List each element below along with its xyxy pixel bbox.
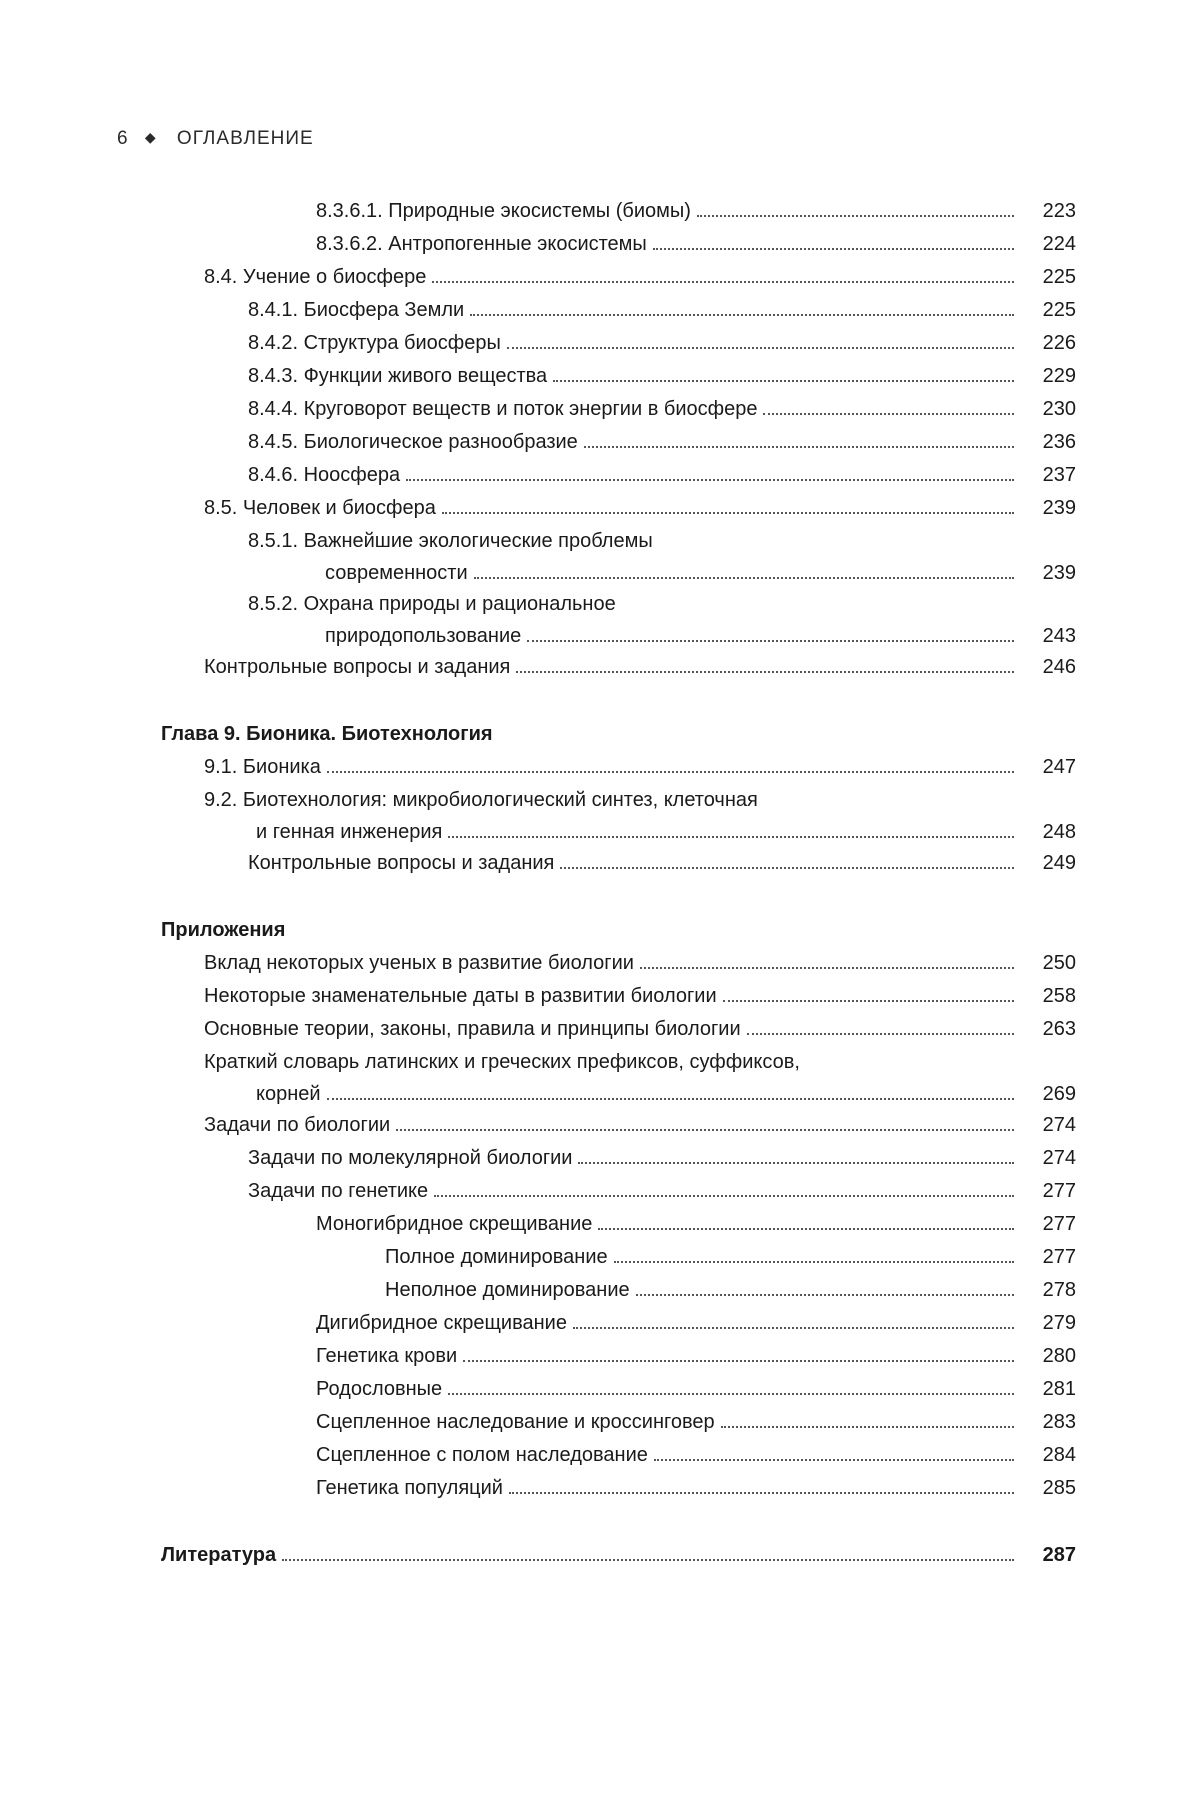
toc-entry-line	[204, 952, 1076, 975]
toc-entry-title: Сцепленное наследование и кроссинговер	[316, 1411, 715, 1433]
dot-leader	[396, 1129, 1014, 1131]
toc-entry-line	[248, 1147, 1076, 1170]
toc-entry-title: 8.5. Человек и биосфера	[204, 497, 436, 519]
table-of-contents	[0, 196, 1200, 1573]
toc-entry-line	[204, 1114, 1076, 1137]
toc-entry-title: 8.4.3. Функции живого вещества	[248, 365, 548, 387]
toc-entry-line2	[256, 1083, 1076, 1106]
toc-page-number: 230	[1042, 398, 1076, 420]
toc-entry[interactable]	[0, 785, 1200, 848]
toc-entry[interactable]	[0, 295, 1200, 328]
toc-entry-line	[316, 1444, 1076, 1467]
toc-entry-line	[204, 985, 1076, 1008]
page-number: 6	[117, 128, 129, 149]
toc-page-number: 223	[1042, 200, 1076, 222]
dot-leader	[723, 1000, 1014, 1002]
toc-entry[interactable]	[0, 1440, 1200, 1473]
dot-leader	[654, 1459, 1014, 1461]
toc-page-number: 225	[1042, 266, 1076, 288]
toc-page-number: 237	[1042, 464, 1076, 486]
dot-leader	[327, 771, 1014, 773]
toc-entry-title: 8.4.5. Биологическое разнообразие	[248, 431, 578, 453]
dot-leader	[573, 1327, 1014, 1329]
toc-entry-line	[316, 1477, 1076, 1500]
toc-entry[interactable]	[0, 1209, 1200, 1242]
toc-entry-title-line1: 9.2. Биотехнология: микробиологический синтез, клеточная	[204, 789, 758, 811]
toc-page-number: 226	[1042, 332, 1076, 354]
toc-entry[interactable]	[0, 262, 1200, 295]
toc-entry-title-line1: Краткий словарь латинских и греческих префиксов, суффиксов,	[204, 1051, 800, 1073]
toc-entry-title: 8.4.2. Структура биосферы	[248, 332, 501, 354]
toc-entry-title-line2: и генная инженерия	[256, 821, 443, 843]
toc-entry-title: Моногибридное скрещивание	[316, 1213, 593, 1235]
dot-leader	[448, 1393, 1014, 1395]
toc-entry[interactable]	[0, 948, 1200, 981]
dot-leader	[640, 967, 1014, 969]
toc-entry-title: Неполное доминирование	[385, 1279, 630, 1301]
toc-entry-title: 8.3.6.2. Антропогенные экосистемы	[316, 233, 647, 255]
toc-entry-title: Литература	[161, 1544, 277, 1566]
section-heading-text: Глава 9. Бионика. Биотехнология	[161, 723, 493, 745]
toc-entry-title: Контрольные вопросы и задания	[204, 656, 511, 678]
dot-leader	[434, 1195, 1014, 1197]
toc-entry[interactable]	[0, 1047, 1200, 1110]
toc-entry[interactable]	[0, 526, 1200, 589]
dot-leader	[560, 867, 1014, 869]
dot-leader	[463, 1360, 1014, 1362]
toc-entry-line2	[325, 562, 1076, 585]
toc-entry[interactable]	[0, 981, 1200, 1014]
toc-entry[interactable]	[0, 848, 1200, 881]
toc-page-number: 243	[1042, 625, 1076, 647]
toc-entry-title: Генетика крови	[316, 1345, 458, 1367]
toc-entry-title: 8.4.6. Ноосфера	[248, 464, 401, 486]
section-heading	[0, 915, 1200, 948]
toc-entry-line	[316, 200, 1076, 223]
toc-page-number: 239	[1042, 497, 1076, 519]
toc-entry-title: Задачи по молекулярной биологии	[248, 1147, 573, 1169]
section-gap	[0, 1506, 1200, 1540]
toc-page-number: 287	[1042, 1544, 1076, 1566]
toc-page-number: 247	[1042, 756, 1076, 778]
toc-entry-line	[248, 398, 1076, 421]
toc-entry-line	[248, 332, 1076, 355]
dot-leader	[578, 1162, 1014, 1164]
toc-page-number: 269	[1042, 1083, 1076, 1105]
dot-leader	[327, 1098, 1014, 1100]
toc-page-number: 246	[1042, 656, 1076, 678]
toc-entry[interactable]	[0, 196, 1200, 229]
dot-leader	[598, 1228, 1014, 1230]
toc-entry[interactable]	[0, 752, 1200, 785]
toc-entry-title: Некоторые знаменательные даты в развитии биологии	[204, 985, 717, 1007]
toc-page-number: 285	[1042, 1477, 1076, 1499]
running-title: ОГЛАВЛЕНИЕ	[176, 128, 314, 149]
toc-page-number: 274	[1042, 1147, 1076, 1169]
toc-entry[interactable]	[0, 1275, 1200, 1308]
toc-page-number: 274	[1042, 1114, 1076, 1136]
toc-entry-line	[248, 464, 1076, 487]
dot-leader	[697, 215, 1014, 217]
toc-entry-line	[248, 299, 1076, 322]
dot-leader	[509, 1492, 1014, 1494]
toc-page-number: 277	[1042, 1180, 1076, 1202]
toc-page-number: 258	[1042, 985, 1076, 1007]
toc-entry-title-line2: современности	[325, 562, 468, 584]
toc-entry-title-line1: 8.5.1. Важнейшие экологические проблемы	[248, 530, 653, 552]
toc-page-number: 224	[1042, 233, 1076, 255]
toc-entry-line2	[256, 821, 1076, 844]
toc-entry-line	[316, 1213, 1076, 1236]
toc-entry-line	[248, 365, 1076, 388]
toc-entry-line	[204, 756, 1076, 779]
dot-leader	[527, 640, 1014, 642]
toc-entry-line	[204, 1018, 1076, 1041]
toc-entry[interactable]	[0, 1242, 1200, 1275]
toc-entry[interactable]	[0, 652, 1200, 685]
toc-entry-title: Полное доминирование	[385, 1246, 608, 1268]
toc-page-number: 277	[1042, 1213, 1076, 1235]
toc-entry[interactable]	[0, 1540, 1200, 1573]
toc-entry-title: 8.4. Учение о биосфере	[204, 266, 427, 288]
toc-entry-line	[248, 1180, 1076, 1203]
toc-page-number: 229	[1042, 365, 1076, 387]
toc-page-number: 277	[1042, 1246, 1076, 1268]
dot-leader	[653, 248, 1014, 250]
toc-entry-title: Задачи по генетике	[248, 1180, 429, 1202]
dot-leader	[507, 347, 1014, 349]
dot-leader	[584, 446, 1014, 448]
toc-page-number: 281	[1042, 1378, 1076, 1400]
toc-page-number: 250	[1042, 952, 1076, 974]
toc-entry-line	[316, 1345, 1076, 1368]
toc-page-number: 280	[1042, 1345, 1076, 1367]
toc-entry-title: Сцепленное с полом наследование	[316, 1444, 648, 1466]
toc-entry-title: 8.3.6.1. Природные экосистемы (биомы)	[316, 200, 691, 222]
toc-page-number: 249	[1042, 852, 1076, 874]
toc-page-number: 236	[1042, 431, 1076, 453]
toc-entry[interactable]	[0, 1308, 1200, 1341]
toc-entry-title: Вклад некоторых ученых в развитие биологии	[204, 952, 634, 974]
toc-entry-title-line2: корней	[256, 1083, 321, 1105]
toc-entry-title-line1: 8.5.2. Охрана природы и рациональное	[248, 593, 616, 615]
section-heading	[0, 719, 1200, 752]
dot-leader	[406, 479, 1014, 481]
dot-leader	[747, 1033, 1014, 1035]
toc-page-number: 263	[1042, 1018, 1076, 1040]
toc-entry-line2	[325, 625, 1076, 648]
dot-leader	[470, 314, 1014, 316]
toc-entry-title: Генетика популяций	[316, 1477, 503, 1499]
toc-entry-title: Основные теории, законы, правила и принципы биологии	[204, 1018, 741, 1040]
toc-entry-title: Дигибридное скрещивание	[316, 1312, 567, 1334]
toc-entry-line	[204, 266, 1076, 289]
toc-page-number: 248	[1042, 821, 1076, 843]
dot-leader	[721, 1426, 1014, 1428]
toc-entry[interactable]	[0, 460, 1200, 493]
toc-page-number: 284	[1042, 1444, 1076, 1466]
toc-entry-line	[248, 852, 1076, 875]
toc-entry-line	[316, 233, 1076, 256]
toc-entry-line	[161, 1544, 1076, 1567]
toc-entry[interactable]	[0, 1110, 1200, 1143]
dot-leader	[614, 1261, 1014, 1263]
section-gap	[0, 685, 1200, 719]
toc-entry-line	[204, 497, 1076, 520]
toc-page-number: 283	[1042, 1411, 1076, 1433]
dot-leader	[448, 836, 1014, 838]
toc-entry[interactable]	[0, 1407, 1200, 1440]
dot-leader	[636, 1294, 1014, 1296]
toc-entry[interactable]	[0, 361, 1200, 394]
section-gap	[0, 881, 1200, 915]
diamond-bullet-icon: ◆	[144, 129, 157, 145]
toc-entry[interactable]	[0, 493, 1200, 526]
toc-entry-line	[316, 1411, 1076, 1434]
toc-entry[interactable]	[0, 1374, 1200, 1407]
toc-entry[interactable]	[0, 1341, 1200, 1374]
toc-entry[interactable]	[0, 1176, 1200, 1209]
dot-leader	[553, 380, 1014, 382]
toc-entry-title: Контрольные вопросы и задания	[248, 852, 555, 874]
toc-entry-line	[385, 1246, 1076, 1269]
dot-leader	[516, 671, 1014, 673]
toc-entry-title: 8.4.1. Биосфера Земли	[248, 299, 465, 321]
toc-entry[interactable]	[0, 1143, 1200, 1176]
section-heading-text: Приложения	[161, 919, 286, 941]
running-head	[117, 128, 314, 150]
toc-entry-title: 8.4.4. Круговорот веществ и поток энергии в биосфере	[248, 398, 758, 420]
toc-page-number: 278	[1042, 1279, 1076, 1301]
toc-entry-line	[316, 1378, 1076, 1401]
toc-entry[interactable]	[0, 427, 1200, 460]
toc-entry-line	[204, 656, 1076, 679]
dot-leader	[474, 577, 1014, 579]
toc-entry[interactable]	[0, 1473, 1200, 1506]
dot-leader	[282, 1559, 1014, 1561]
toc-page-number: 225	[1042, 299, 1076, 321]
dot-leader	[432, 281, 1014, 283]
toc-entry-title: Родословные	[316, 1378, 443, 1400]
toc-entry-line	[316, 1312, 1076, 1335]
toc-entry[interactable]	[0, 589, 1200, 652]
toc-entry[interactable]	[0, 328, 1200, 361]
dot-leader	[442, 512, 1014, 514]
toc-entry[interactable]	[0, 394, 1200, 427]
toc-entry-line	[385, 1279, 1076, 1302]
toc-entry-line	[248, 431, 1076, 454]
toc-entry[interactable]	[0, 229, 1200, 262]
toc-entry-title: 9.1. Бионика	[204, 756, 321, 778]
toc-page-number: 239	[1042, 562, 1076, 584]
dot-leader	[763, 413, 1014, 415]
toc-page-number: 279	[1042, 1312, 1076, 1334]
toc-entry[interactable]	[0, 1014, 1200, 1047]
toc-entry-title: Задачи по биологии	[204, 1114, 391, 1136]
toc-entry-title-line2: природопользование	[325, 625, 522, 647]
